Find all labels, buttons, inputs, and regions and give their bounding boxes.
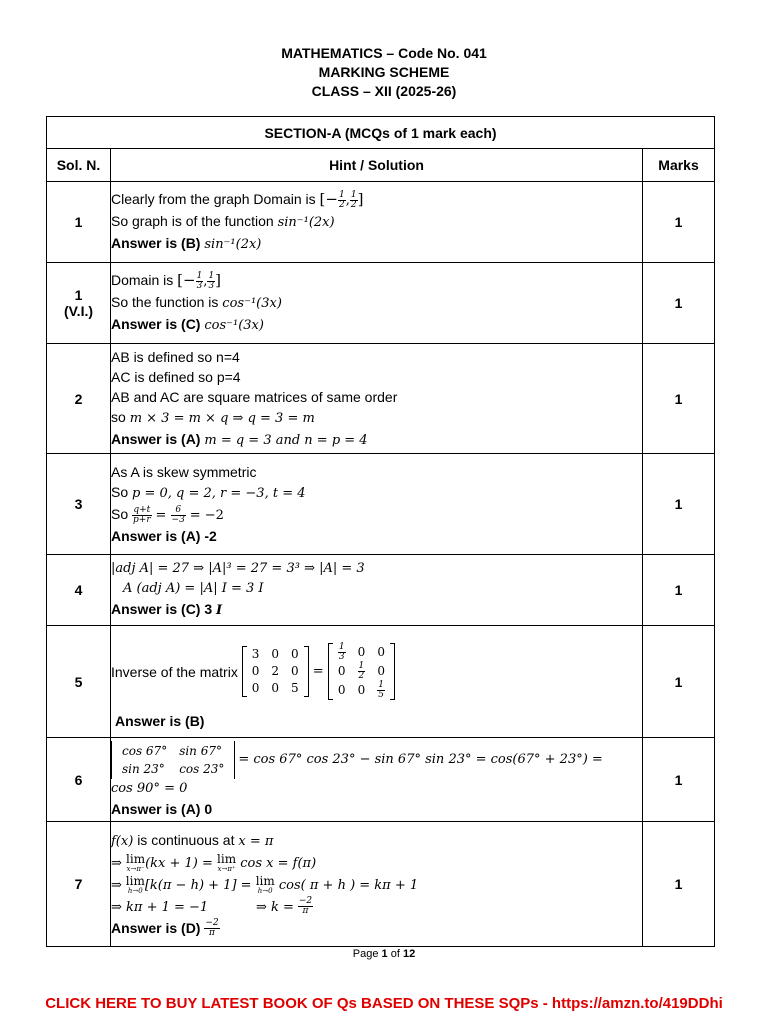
math-expr: cos 90° = 0 <box>111 780 188 796</box>
determinant: cos 67° sin 67° sin 23° cos 23° <box>111 741 235 779</box>
sol-number: 2 <box>47 344 111 454</box>
col-header-hint: Hint / Solution <box>111 149 643 182</box>
hint-cell: Domain is [− $\frac{1}{3}$ , $\frac{1}{3}$ ] So the function is cos⁻¹(3x) Answer is (C) cos⁻¹(3x) <box>111 263 643 344</box>
answer-label: Answer is (B) <box>115 712 205 729</box>
marks-value: 1 <box>643 626 715 738</box>
table-row <box>47 822 715 947</box>
math-expr: sin⁻¹(2x) <box>277 215 335 230</box>
math-expr: cos⁻¹(3x) <box>222 296 282 311</box>
table-row <box>47 555 715 626</box>
col-header-sol: Sol. N. <box>47 149 111 182</box>
marks-value: 1 <box>643 182 715 263</box>
matrix: 3 0 0 0 2 0 0 0 5 <box>242 646 309 697</box>
hint-text: So graph is of the function <box>111 213 274 229</box>
doc-title: MATHEMATICS – Code No. 041 <box>281 45 487 61</box>
hint-text: AC is defined so p=4 <box>111 368 241 385</box>
hint-cell <box>111 555 643 626</box>
doc-subtitle: MARKING SCHEME <box>318 64 450 80</box>
answer-label: Answer is (C) <box>111 316 201 332</box>
answer-label: Answer is (A) 0 <box>111 800 213 817</box>
answer-value: cos⁻¹(3x) <box>204 318 264 333</box>
table-row <box>47 738 715 822</box>
hint-cell: As A is skew symmetric So p = 0, q = 2, r = −3, t = 4 So $\frac{q+t}{p+r}$ = $\frac{6}{-3}$ = −2 Answer is (A) -2 <box>111 454 643 555</box>
marks-value: 1 <box>643 263 715 344</box>
marks-value: 1 <box>643 454 715 555</box>
math-expr: m × 3 = m × q ⇒ q = 3 = m <box>129 410 315 426</box>
hint-text: So the function is <box>111 294 219 310</box>
table-row <box>47 263 715 344</box>
section-heading: SECTION-A (MCQs of 1 mark each) <box>47 117 715 149</box>
hint-text: As A is skew symmetric <box>111 464 257 480</box>
sol-number: 5 <box>47 626 111 738</box>
col-header-marks: Marks <box>643 149 715 182</box>
answer-label: Answer is (A) -2 <box>111 528 217 544</box>
inverse-matrix: $\frac{1}{3}$ 0 0 0 $\frac{1}{2}$ 0 0 0 $\frac{1}{5}$ <box>328 643 395 700</box>
hint-cell <box>111 738 643 822</box>
math-expr: |adj A| = 27 ⇒ |A|³ = 27 = 3³ ⇒ |A| = 3 <box>111 561 365 576</box>
doc-class: CLASS – XII (2025-26) <box>311 83 457 99</box>
page-number: Page 1 of 12 <box>352 948 416 960</box>
hint-cell: AB is defined so n=4 AC is defined so p=4 AB and AC are square matrices of same order so m × 3 = m × q ⇒ q = 3 = m Answer is (A) m = q = 3 and n = p = 4 <box>111 344 643 454</box>
answer-label: Answer is (A) <box>111 430 201 447</box>
answer-value: sin⁻¹(2x) <box>204 237 262 252</box>
hint-text: Clearly from the graph Domain is <box>111 191 316 207</box>
sol-number: 1 <box>47 182 111 263</box>
math-expr: A (adj A) = |A| I = 3 I <box>123 581 264 596</box>
marks-value: 1 <box>643 344 715 454</box>
answer-label: Answer is (B) <box>111 235 201 251</box>
hint-cell: Clearly from the graph Domain is [− $\frac{1}{2}$ , $\frac{1}{2}$ ] So graph is of the function sin⁻¹(2x) Answer is (B) sin⁻¹(2x) <box>111 182 643 263</box>
answer-label: Answer is (C) 3 <box>111 601 213 617</box>
math-expr: p = 0, q = 2, r = −3, t = 4 <box>132 486 306 501</box>
sol-number: 4 <box>47 555 111 626</box>
sol-number: 3 <box>47 454 111 555</box>
math-expr: = −2 <box>189 508 224 523</box>
table-row <box>47 182 715 263</box>
table-row <box>47 344 715 454</box>
answer-label: Answer is (D) <box>111 919 201 936</box>
hint-text: AB and AC are square matrices of same order <box>111 388 398 405</box>
math-expr: ⇒ kπ + 1 = −1 <box>111 899 209 915</box>
hint-text: Inverse of the matrix <box>111 663 238 680</box>
math-expr: f(x) <box>111 833 134 849</box>
hint-text: Domain is <box>111 272 174 288</box>
hint-cell: f(x) is continuous at x = π ⇒ lim x→π⁻ (kx + 1) = lim x→π⁺ cos x = f(π) ⇒ lim h→0 [k(π − h) + 1] = lim h→0 cos( π + h ) = kπ + 1 ⇒ kπ + 1 = −1 ⇒ k = $\frac{-2}{\pi}$ Answer is (D) $\frac{-2}{\pi}$ <box>111 822 643 947</box>
marks-value: 1 <box>643 822 715 947</box>
table-row <box>47 626 715 738</box>
sol-number: 7 <box>47 822 111 947</box>
marking-scheme-table <box>46 116 715 947</box>
answer-value: m = q = 3 and n = p = 4 <box>204 432 368 448</box>
sol-number: 6 <box>47 738 111 822</box>
table-row <box>47 454 715 555</box>
sol-number: 1 (V.I.) <box>47 263 111 344</box>
hint-cell: Inverse of the matrix 3 0 0 0 2 0 0 0 5 = $\frac{1}{3}$ 0 0 0 $\frac{1}{2}$ 0 0 0 $\frac{1}{5}$ Answer is (B) <box>111 626 643 738</box>
buy-book-link[interactable]: CLICK HERE TO BUY LATEST BOOK OF Qs BASED ON THESE SQPs - https://amzn.to/419DDhi <box>45 995 723 1012</box>
marks-value: 1 <box>643 555 715 626</box>
hint-text: AB is defined so n=4 <box>111 348 240 365</box>
marks-value: 1 <box>643 738 715 822</box>
answer-value: I <box>216 603 223 618</box>
math-expr: = cos 67° cos 23° − sin 67° sin 23° = cos(67° + 23°) = <box>238 751 603 767</box>
